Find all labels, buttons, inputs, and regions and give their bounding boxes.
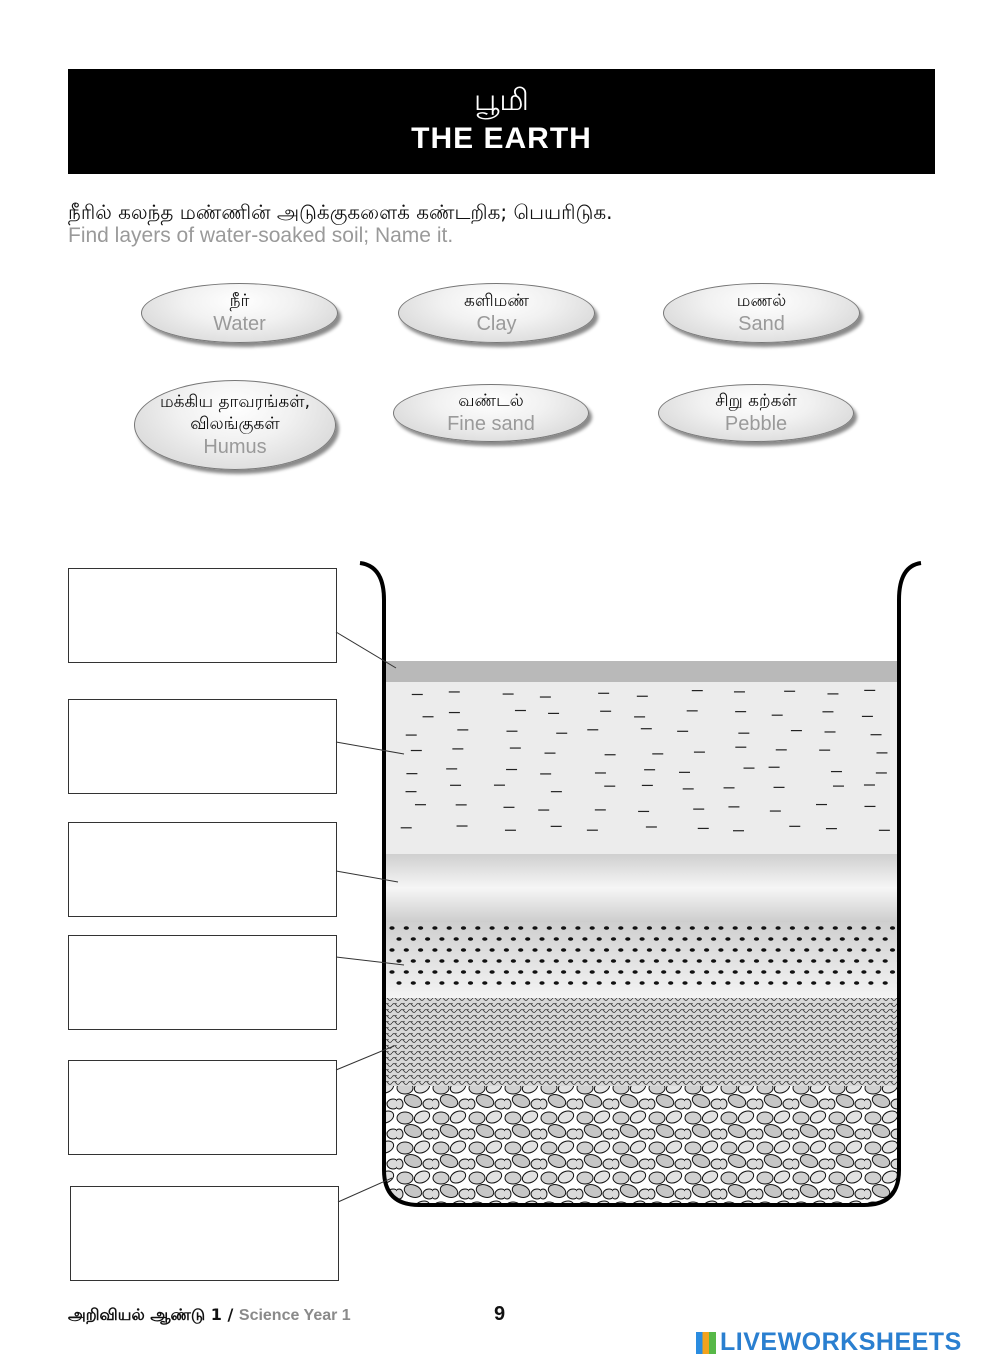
humus-layer — [380, 661, 905, 682]
liveworksheets-icon — [696, 1332, 716, 1354]
option-tamil: மக்கிய தாவரங்கள், விலங்குகள் — [160, 392, 310, 434]
option-tamil: களிமண் — [464, 291, 529, 311]
pebble-layer — [380, 1086, 905, 1211]
option-tamil: மணல் — [736, 291, 787, 311]
option-tamil: நீர் — [229, 291, 250, 311]
option-tamil: வண்டல் — [458, 391, 524, 411]
option-tamil: சிறு கற்கள் — [715, 391, 797, 411]
footer-subject-english: Science Year 1 — [238, 1307, 351, 1324]
footer-subject — [68, 1305, 351, 1326]
option-english: Humus — [203, 436, 267, 458]
clay-layer — [380, 854, 905, 922]
option-english: Pebble — [724, 413, 788, 435]
brand-text: LIVEWORKSHEETS — [720, 1328, 962, 1356]
option-english: Water — [213, 313, 266, 335]
option-english: Fine sand — [447, 413, 535, 435]
title-tamil: பூமி — [474, 83, 529, 118]
instruction-english: Find layers of water-soaked soil; Name it. — [68, 224, 454, 247]
brand-logo[interactable] — [696, 1328, 962, 1357]
footer-subject-tamil: அறிவியல் ஆண்டு 1 / — [68, 1305, 234, 1324]
option-english: Sand — [738, 313, 785, 335]
title-english: THE EARTH — [411, 122, 592, 155]
option-english: Clay — [476, 313, 517, 335]
instruction-tamil: நீரில் கலந்த மண்ணின் அடுக்குகளைக் கண்டறிக; பெயரிடுக. — [68, 200, 613, 224]
page-number: 9 — [494, 1303, 506, 1325]
fine-sand-layer — [380, 998, 905, 1086]
